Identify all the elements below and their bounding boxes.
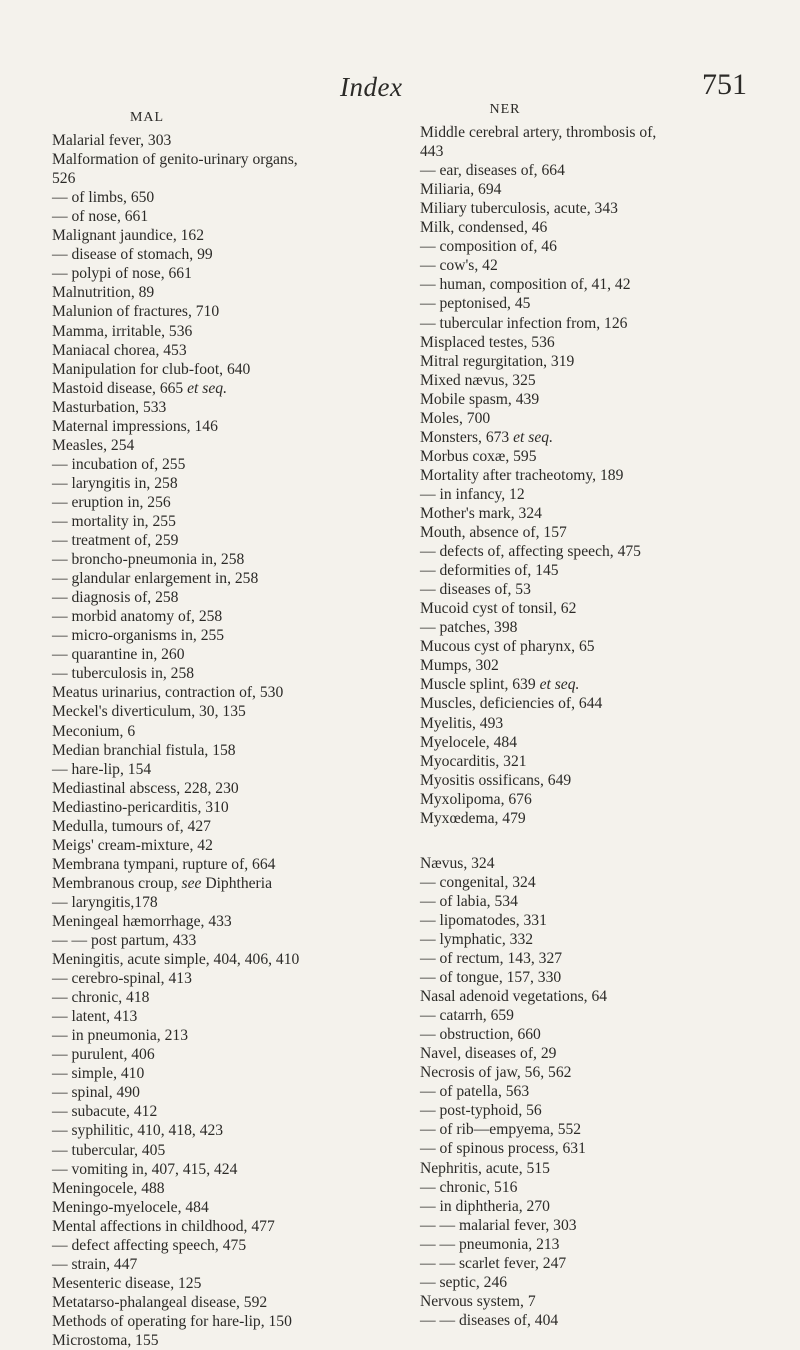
index-entry: Medulla, tumours of, 427 bbox=[52, 817, 211, 835]
index-entry: — lipomatodes, 331 bbox=[420, 911, 547, 929]
index-entry: — composition of, 46 bbox=[420, 238, 557, 256]
index-entry: — of spinous process, 631 bbox=[420, 1140, 586, 1158]
index-entry: — post-typhoid, 56 bbox=[420, 1102, 542, 1120]
index-entry: — obstruction, 660 bbox=[420, 1026, 541, 1044]
index-entry: — syphilitic, 410, 418, 423 bbox=[52, 1122, 224, 1140]
index-entry: Mobile spasm, 439 bbox=[420, 390, 540, 408]
index-entry: — human, composition of, 41, 42 bbox=[420, 276, 631, 294]
index-entry: 526 bbox=[52, 170, 76, 188]
index-entry: — of rib—empyema, 552 bbox=[420, 1121, 582, 1139]
index-entry: — laryngitis,178 bbox=[52, 893, 158, 911]
page-number: 751 bbox=[702, 68, 747, 101]
index-entry: Median branchial fistula, 158 bbox=[52, 741, 236, 759]
index-entry: Meningo-myelocele, 484 bbox=[52, 1198, 209, 1216]
index-entry: — of limbs, 650 bbox=[52, 189, 155, 207]
index-entry: Malarial fever, 303 bbox=[52, 132, 172, 150]
index-entry: — lymphatic, 332 bbox=[420, 930, 534, 948]
index-entry: — disease of stomach, 99 bbox=[52, 246, 213, 264]
index-entry: Meconium, 6 bbox=[52, 722, 136, 740]
index-entry: Myocarditis, 321 bbox=[420, 752, 527, 770]
index-entry: Mitral regurgitation, 319 bbox=[420, 352, 575, 370]
index-entry: Muscles, deficiencies of, 644 bbox=[420, 695, 603, 713]
entry-list-right-m bbox=[420, 123, 760, 828]
index-entry: — ear, diseases of, 664 bbox=[420, 162, 565, 180]
index-entry: Morbus coxæ, 595 bbox=[420, 447, 537, 465]
index-entry: — — malarial fever, 303 bbox=[420, 1216, 577, 1234]
index-entry: — spinal, 490 bbox=[52, 1084, 140, 1102]
index-entry: Membranous croup, see Diphtheria bbox=[52, 874, 273, 892]
index-entry: Myelocele, 484 bbox=[420, 733, 517, 751]
guide-word-right: NER bbox=[489, 102, 521, 117]
index-entry: Nævus, 324 bbox=[420, 854, 495, 872]
index-entry: Measles, 254 bbox=[52, 436, 135, 454]
index-entry: Mental affections in childhood, 477 bbox=[52, 1217, 275, 1235]
index-entry: — incubation of, 255 bbox=[52, 455, 186, 473]
index-entry: — deformities of, 145 bbox=[420, 562, 559, 580]
index-entry: Mediastino-pericarditis, 310 bbox=[52, 798, 229, 816]
index-entry: — of nose, 661 bbox=[52, 208, 149, 226]
entry-list-left bbox=[52, 131, 362, 1350]
index-entry: Misplaced testes, 536 bbox=[420, 333, 555, 351]
index-entry: Meningeal hæmorrhage, 433 bbox=[52, 912, 232, 930]
index-entry: — eruption in, 256 bbox=[52, 493, 171, 511]
index-entry: Meatus urinarius, contraction of, 530 bbox=[52, 684, 284, 702]
index-entry: Necrosis of jaw, 56, 562 bbox=[420, 1064, 572, 1082]
index-entry: — defects of, affecting speech, 475 bbox=[420, 543, 641, 561]
index-entry: Muscle splint, 639 et seq. bbox=[420, 676, 580, 694]
index-entry: — micro-organisms in, 255 bbox=[52, 627, 225, 645]
index-entry: — quarantine in, 260 bbox=[52, 646, 185, 664]
index-entry: — cow's, 42 bbox=[420, 257, 498, 275]
index-entry: Myelitis, 493 bbox=[420, 714, 504, 732]
index-entry: Miliary tuberculosis, acute, 343 bbox=[420, 200, 618, 218]
index-entry: Nephritis, acute, 515 bbox=[420, 1159, 550, 1177]
index-entry: Monsters, 673 et seq. bbox=[420, 428, 553, 446]
index-entry: — congenital, 324 bbox=[420, 873, 536, 891]
index-entry: — tuberculosis in, 258 bbox=[52, 665, 195, 683]
index-entry: Mixed nævus, 325 bbox=[420, 371, 536, 389]
index-entry: Mediastinal abscess, 228, 230 bbox=[52, 779, 239, 797]
index-entry: Maniacal chorea, 453 bbox=[52, 341, 187, 359]
index-entry: Miliaria, 694 bbox=[420, 181, 502, 199]
index-entry: Meckel's diverticulum, 30, 135 bbox=[52, 703, 246, 721]
index-entry: — cerebro-spinal, 413 bbox=[52, 970, 192, 988]
index-entry: Meningitis, acute simple, 404, 406, 410 bbox=[52, 951, 300, 969]
index-entry: — of labia, 534 bbox=[420, 892, 518, 910]
index-entry: Malformation of genito-urinary organs, bbox=[52, 151, 298, 169]
index-entry: Methods of operating for hare-lip, 150 bbox=[52, 1312, 292, 1330]
index-entry: — broncho-pneumonia in, 258 bbox=[52, 551, 245, 569]
index-entry: Nervous system, 7 bbox=[420, 1292, 536, 1310]
index-entry: — strain, 447 bbox=[52, 1255, 138, 1273]
index-entry: — catarrh, 659 bbox=[420, 1007, 514, 1025]
index-entry: Moles, 700 bbox=[420, 409, 491, 427]
index-entry: — in infancy, 12 bbox=[420, 485, 525, 503]
running-title: Index bbox=[340, 72, 403, 102]
index-entry: Mastoid disease, 665 et seq. bbox=[52, 379, 227, 397]
index-entry: — subacute, 412 bbox=[52, 1103, 158, 1121]
guide-word-left: MAL bbox=[129, 110, 165, 125]
index-entry: Myositis ossificans, 649 bbox=[420, 771, 572, 789]
index-entry: Masturbation, 533 bbox=[52, 398, 167, 416]
index-entry: Milk, condensed, 46 bbox=[420, 219, 548, 237]
index-entry: — of rectum, 143, 327 bbox=[420, 950, 563, 968]
index-entry: — latent, 413 bbox=[52, 1008, 138, 1026]
index-entry: Meigs' cream-mixture, 42 bbox=[52, 836, 213, 854]
index-entry: — diseases of, 53 bbox=[420, 581, 531, 599]
index-entry: — glandular enlargement in, 258 bbox=[52, 570, 259, 588]
index-entry: — laryngitis in, 258 bbox=[52, 474, 178, 492]
entry-list-right-n bbox=[420, 854, 760, 1330]
index-entry: — in pneumonia, 213 bbox=[52, 1027, 188, 1045]
index-entry: — — diseases of, 404 bbox=[420, 1311, 559, 1329]
index-entry: Mother's mark, 324 bbox=[420, 504, 542, 522]
index-entry: Myxolipoma, 676 bbox=[420, 790, 532, 808]
index-entry: — patches, 398 bbox=[420, 619, 518, 637]
index-entry: — polypi of nose, 661 bbox=[52, 265, 192, 283]
index-entry: — chronic, 516 bbox=[420, 1178, 518, 1196]
index-entry: Mesenteric disease, 125 bbox=[52, 1274, 202, 1292]
index-entry: — — post partum, 433 bbox=[52, 932, 197, 950]
index-entry: Microstoma, 155 bbox=[52, 1332, 159, 1349]
index-entry: — tubercular, 405 bbox=[52, 1141, 166, 1159]
index-entry: — hare-lip, 154 bbox=[52, 760, 152, 778]
index-entry: — of patella, 563 bbox=[420, 1083, 530, 1101]
index-entry: — chronic, 418 bbox=[52, 989, 150, 1007]
index-entry: — diagnosis of, 258 bbox=[52, 589, 179, 607]
index-entry: — morbid anatomy of, 258 bbox=[52, 608, 223, 626]
index-entry: — peptonised, 45 bbox=[420, 295, 531, 313]
index-entry: — septic, 246 bbox=[420, 1273, 508, 1291]
index-entry: Mucoid cyst of tonsil, 62 bbox=[420, 600, 577, 618]
index-entry: Nasal adenoid vegetations, 64 bbox=[420, 988, 608, 1006]
index-entry: Myxœdema, 479 bbox=[420, 809, 526, 827]
index-entry: — vomiting in, 407, 415, 424 bbox=[52, 1160, 238, 1178]
index-entry: — defect affecting speech, 475 bbox=[52, 1236, 247, 1254]
index-entry: Mamma, irritable, 536 bbox=[52, 322, 193, 340]
index-entry: Manipulation for club-foot, 640 bbox=[52, 360, 251, 378]
index-entry: — mortality in, 255 bbox=[52, 512, 176, 530]
index-entry: Malnutrition, 89 bbox=[52, 284, 155, 302]
index-entry: — treatment of, 259 bbox=[52, 532, 179, 550]
index-column-right bbox=[420, 102, 760, 1330]
index-entry: — — pneumonia, 213 bbox=[420, 1235, 560, 1253]
index-entry: — purulent, 406 bbox=[52, 1046, 155, 1064]
index-entry: Maternal impressions, 146 bbox=[52, 417, 218, 435]
index-column-left bbox=[52, 108, 362, 1350]
index-entry: Mouth, absence of, 157 bbox=[420, 524, 567, 542]
index-entry: — tubercular infection from, 126 bbox=[420, 314, 628, 332]
index-entry: Malunion of fractures, 710 bbox=[52, 303, 220, 321]
index-entry: Mucous cyst of pharynx, 65 bbox=[420, 638, 595, 656]
index-entry: Meningocele, 488 bbox=[52, 1179, 165, 1197]
index-entry: Mumps, 302 bbox=[420, 657, 499, 675]
index-entry: Metatarso-phalangeal disease, 592 bbox=[52, 1293, 268, 1311]
index-entry: Navel, diseases of, 29 bbox=[420, 1045, 557, 1063]
index-entry: — — scarlet fever, 247 bbox=[420, 1254, 567, 1272]
index-entry: — simple, 410 bbox=[52, 1065, 145, 1083]
index-entry: Middle cerebral artery, thrombosis of, bbox=[420, 124, 657, 142]
index-entry: Membrana tympani, rupture of, 664 bbox=[52, 855, 276, 873]
index-entry: — in diphtheria, 270 bbox=[420, 1197, 550, 1215]
index-entry: 443 bbox=[420, 143, 444, 161]
index-entry: Mortality after tracheotomy, 189 bbox=[420, 466, 624, 484]
section-gap bbox=[420, 828, 760, 854]
index-entry: Malignant jaundice, 162 bbox=[52, 227, 205, 245]
index-entry: — of tongue, 157, 330 bbox=[420, 969, 562, 987]
